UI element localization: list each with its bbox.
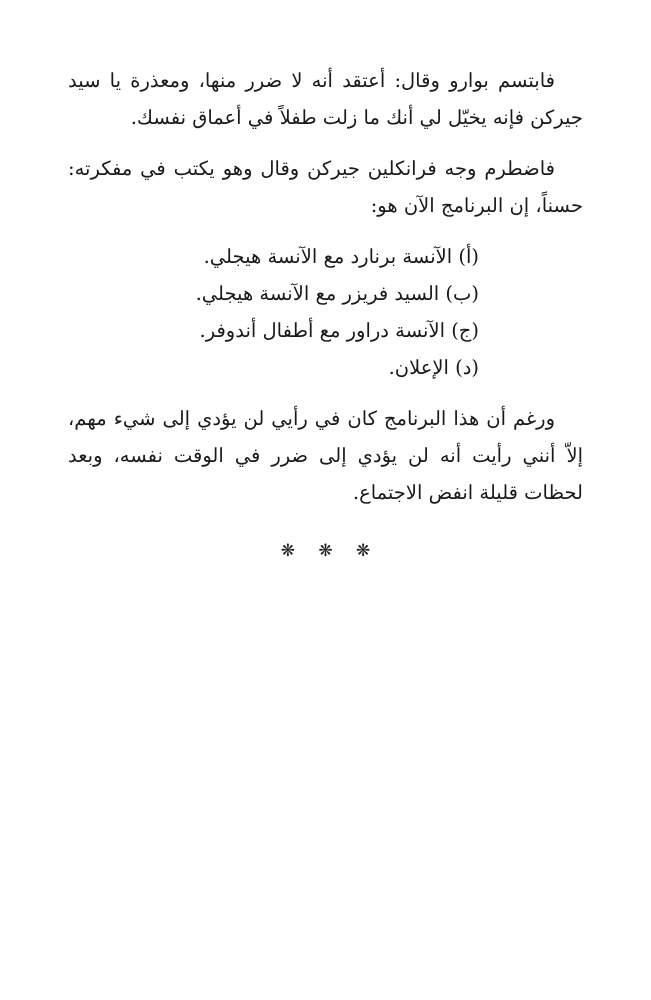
asterism-icon: ❋ <box>280 541 295 561</box>
list-item: (ب) السيد فريزر مع الآنسة هيجلي. <box>195 282 479 305</box>
paragraph-1: فابتسم بوارو وقال: أعتقد أنه لا ضرر منها، ومعذرة يا سيد جيركن فإنه يخيّل لي أنك ما زلت طفلاً في أعماق نفسك. <box>68 69 583 129</box>
program-list <box>68 238 583 386</box>
asterism-icon: ❋ <box>356 541 371 561</box>
list-item: (ج) الآنسة دراور مع أطفال أندوفر. <box>199 319 479 342</box>
page-text <box>68 62 583 570</box>
list-item: (د) الإعلان. <box>388 356 479 379</box>
asterism-icon: ❋ <box>318 541 333 561</box>
paragraph-3: ورغم أن هذا البرنامج كان في رأيي لن يؤدي إلى شيء مهم، إلاّ أنني رأيت أنه لن يؤدي إلى ضرر في الوقت نفسه، وبعد لحظات قليلة انفض الاجتماع. <box>68 407 583 504</box>
section-separator <box>68 533 583 570</box>
paragraph-2: فاضطرم وجه فرانكلين جيركن وقال وهو يكتب في مفكرته: حسناً، إن البرنامج الآن هو: <box>68 157 583 217</box>
list-item: (أ) الآنسة برنارد مع الآنسة هيجلي. <box>203 245 479 268</box>
